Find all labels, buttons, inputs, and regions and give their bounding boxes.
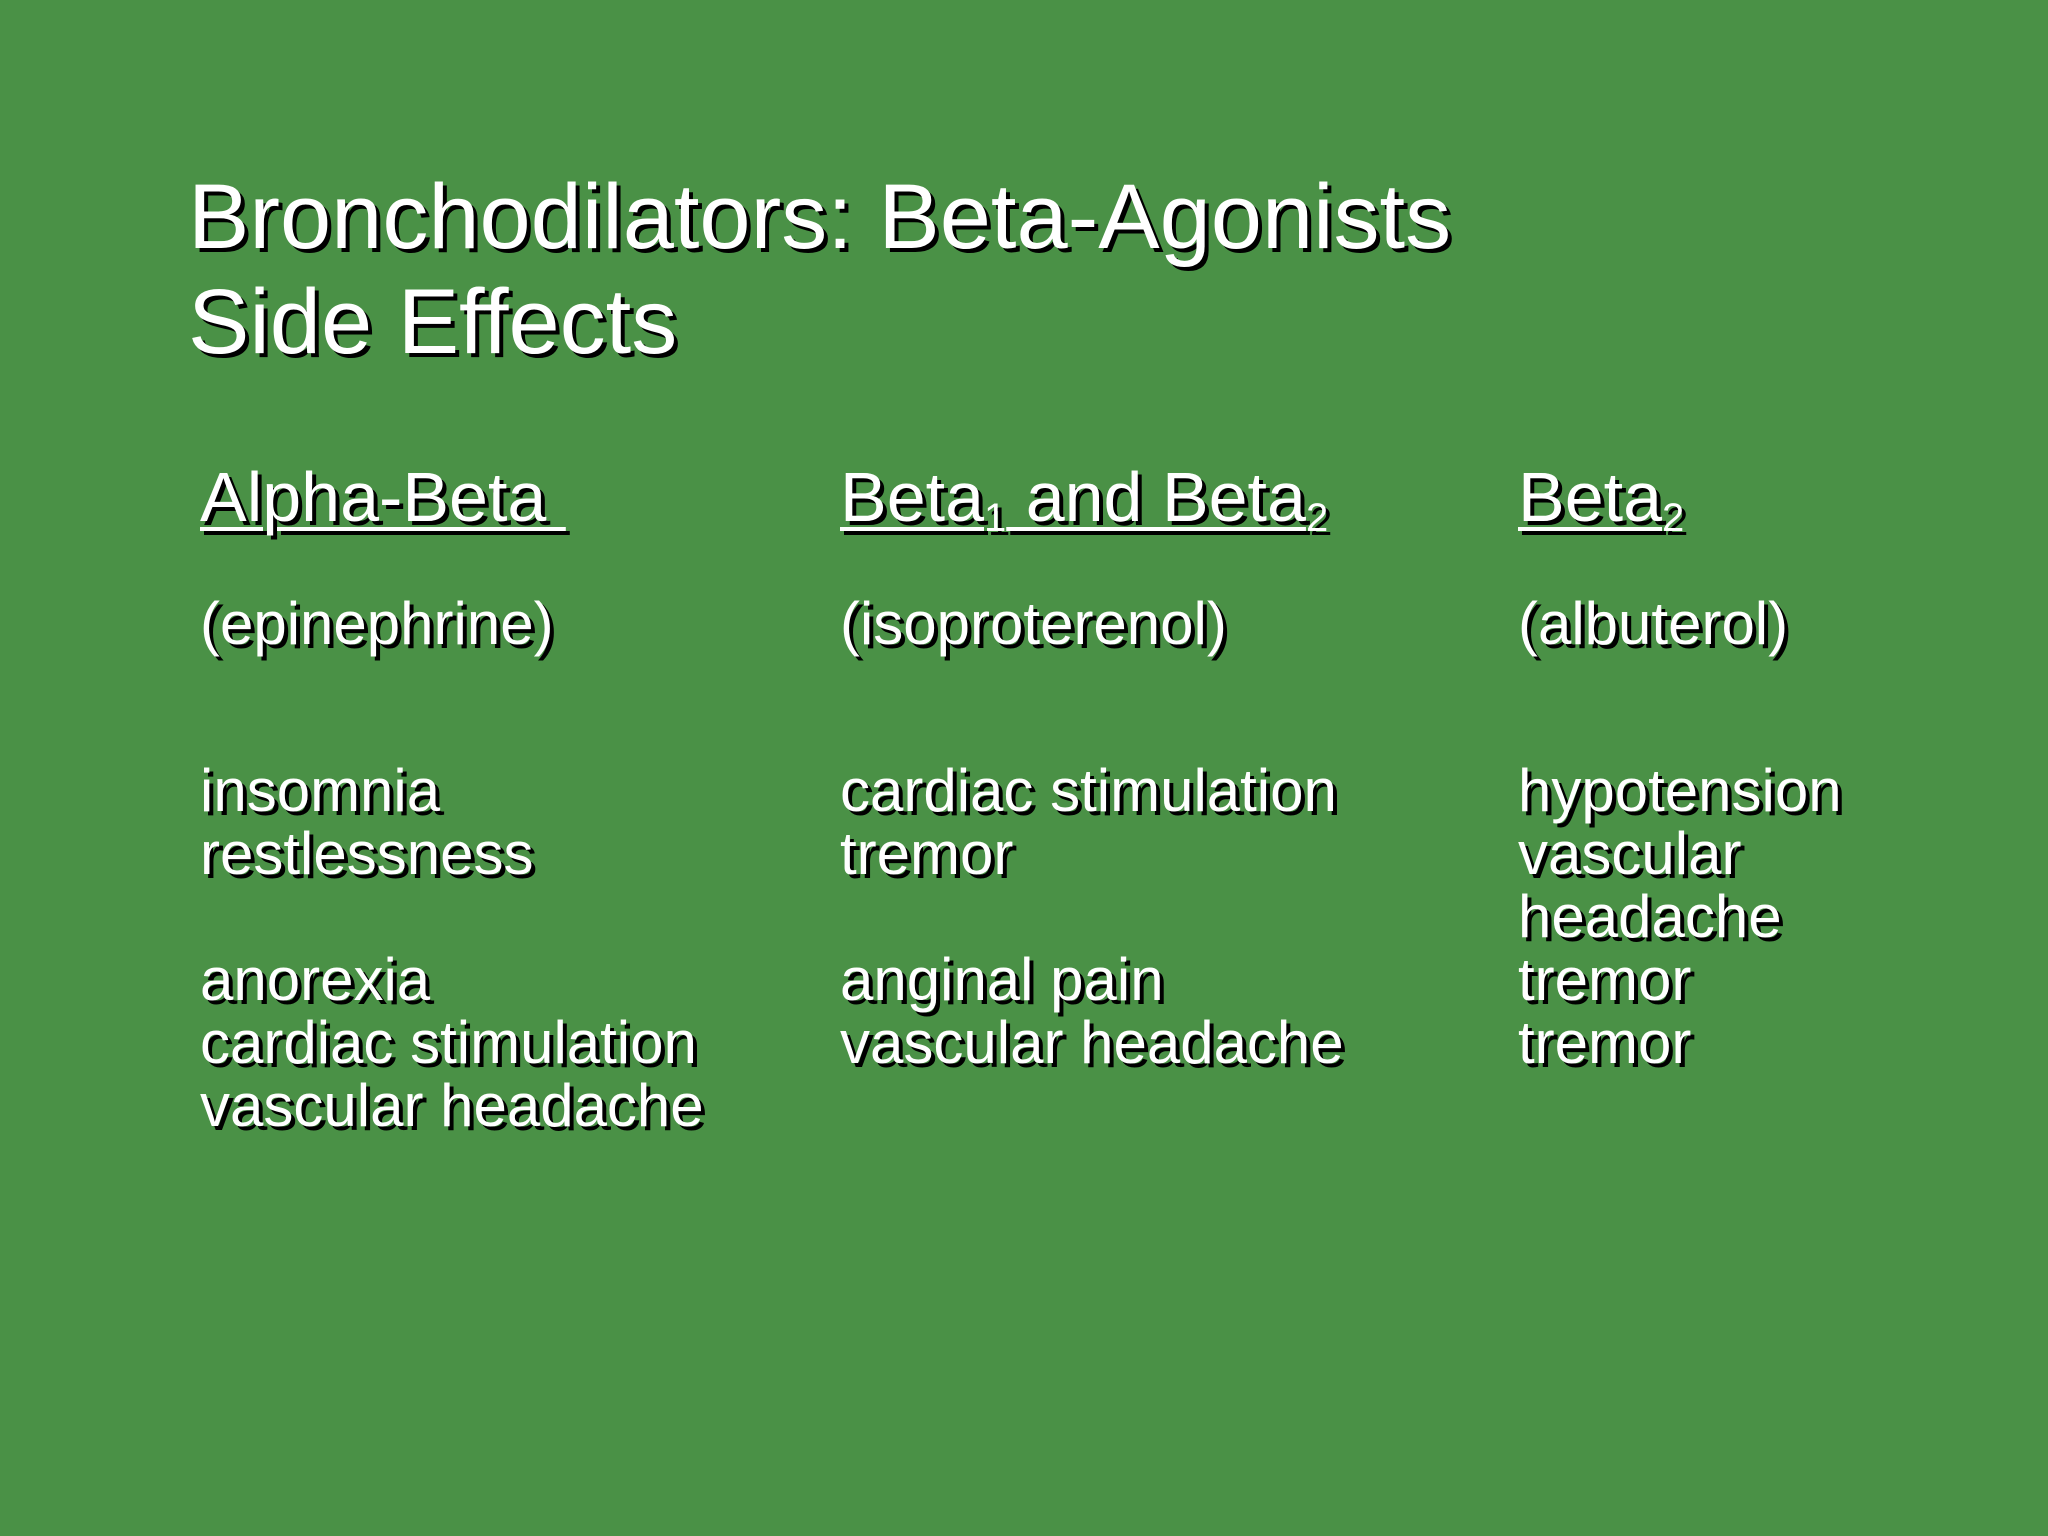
- side-effect-item: vascular headache: [840, 1009, 1344, 1076]
- drug-name: (epinephrine): [200, 590, 554, 657]
- side-effects-list: [200, 759, 820, 1137]
- drug-name: (isoproterenol): [840, 590, 1227, 657]
- side-effect-item: hypotension: [1518, 757, 1842, 824]
- side-effect-spacer: [840, 885, 1460, 948]
- column-alpha-beta: [200, 455, 820, 1137]
- heading-text: Beta: [840, 458, 984, 536]
- side-effect-item: cardiac stimulation: [840, 757, 1337, 824]
- side-effect-item: vascular headache: [200, 1072, 704, 1139]
- column-heading: [840, 455, 1460, 539]
- side-effect-item: anorexia: [200, 946, 431, 1013]
- side-effects-list: [840, 759, 1460, 1074]
- side-effect-item: tremor: [840, 820, 1014, 887]
- side-effect-item: tremor: [1518, 1009, 1692, 1076]
- column-beta2: [1518, 455, 2048, 1074]
- slide-title: [188, 165, 1451, 375]
- side-effects-list: [1518, 759, 2048, 1074]
- heading-subscript: 2: [1305, 496, 1329, 540]
- column-heading: Alpha-Beta: [200, 458, 566, 536]
- side-effect-item: tremor: [1518, 946, 1692, 1013]
- slide-title-line-2: Side Effects: [188, 271, 678, 373]
- side-effect-item: headache: [1518, 883, 1782, 950]
- heading-text: and Beta: [1006, 458, 1306, 536]
- slide-title-line-1: Bronchodilators: Beta-Agonists: [188, 166, 1452, 268]
- heading-text: Beta: [1518, 458, 1662, 536]
- heading-subscript: 1: [984, 496, 1007, 540]
- side-effect-item: anginal pain: [840, 946, 1164, 1013]
- side-effect-item: insomnia: [200, 757, 441, 824]
- drug-name: (albuterol): [1518, 590, 1789, 657]
- heading-subscript: 2: [1662, 496, 1685, 540]
- side-effect-item: restlessness: [200, 820, 534, 887]
- column-beta1-beta2: [840, 455, 1460, 1074]
- column-heading: [1518, 455, 2048, 539]
- side-effect-item: vascular: [1518, 820, 1742, 887]
- side-effect-spacer: [200, 885, 820, 948]
- side-effect-item: cardiac stimulation: [200, 1009, 697, 1076]
